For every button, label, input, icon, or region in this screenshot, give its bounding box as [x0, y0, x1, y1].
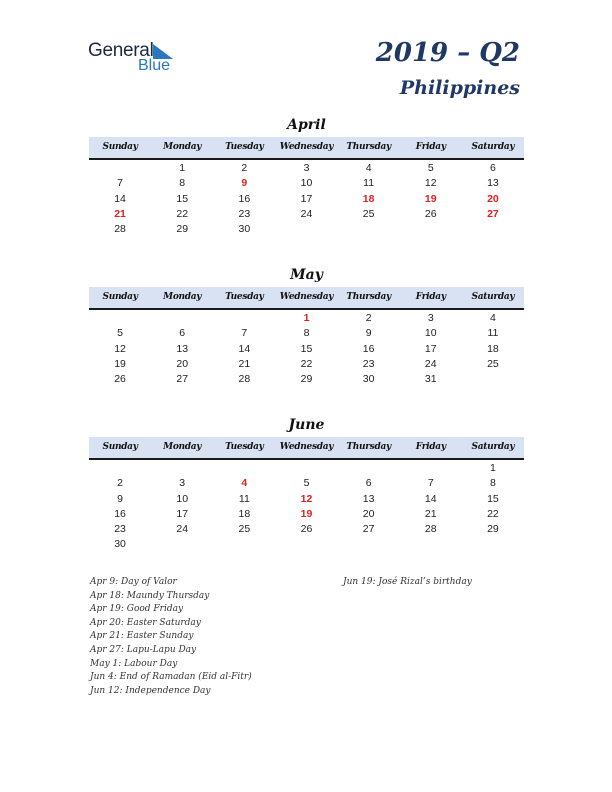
day-cell: 26 — [114, 373, 126, 386]
day-cell: 16 — [238, 192, 251, 205]
day-cell: 22 — [487, 507, 499, 520]
month-april — [89, 115, 524, 237]
holiday-list-secondary — [343, 576, 543, 590]
day-cell: 1 — [489, 462, 496, 474]
day-cell: 13 — [362, 492, 375, 505]
weekday-label: Monday — [163, 142, 202, 152]
day-cell: 16 — [114, 507, 126, 520]
month-name: June — [288, 417, 325, 433]
day-cell: 17 — [176, 507, 189, 520]
day-cell: 14 — [424, 492, 437, 505]
day-cell: 11 — [487, 327, 499, 340]
day-cell — [338, 461, 400, 476]
weekday-label: Monday — [163, 442, 202, 452]
day-cell: 4 — [365, 162, 372, 174]
weekday-label: Sunday — [102, 442, 138, 452]
week-row — [89, 461, 524, 476]
day-cell — [400, 537, 462, 552]
day-cell: 19 — [424, 192, 437, 205]
day-cell: 27 — [487, 207, 499, 220]
month-days — [89, 160, 524, 237]
day-cell: 18 — [362, 192, 375, 205]
weekday-label: Thursday — [346, 292, 391, 302]
day-cell — [462, 372, 524, 387]
day-cell: 18 — [487, 342, 499, 355]
day-cell: 25 — [238, 523, 251, 536]
day-cell: 13 — [176, 342, 189, 355]
day-cell: 10 — [300, 177, 313, 190]
logo-text-general: General — [88, 40, 154, 61]
day-cell — [89, 311, 151, 326]
day-cell: 9 — [241, 177, 248, 190]
week-row — [89, 507, 524, 522]
day-cell: 21 — [114, 207, 126, 220]
logo-text-blue: Blue — [138, 57, 171, 74]
holiday-note: Apr 27: Lapu-Lapu Day — [90, 644, 197, 655]
day-cell — [400, 222, 462, 237]
day-cell: 9 — [365, 327, 372, 340]
day-cell: 20 — [176, 357, 189, 370]
holiday-note: May 1: Labour Day — [90, 658, 178, 669]
day-cell: 12 — [424, 177, 437, 190]
day-cell: 6 — [489, 162, 496, 174]
day-cell: 23 — [238, 207, 251, 220]
day-cell: 2 — [241, 162, 248, 174]
month-name: May — [290, 267, 323, 283]
weekday-label: Saturday — [471, 442, 515, 452]
day-cell — [338, 222, 400, 237]
day-cell: 23 — [114, 523, 126, 536]
day-cell: 13 — [487, 177, 499, 190]
weekday-label: Wednesday — [279, 442, 334, 452]
month-days — [89, 310, 524, 387]
holiday-note: Jun 19: José Rizal’s birthday — [343, 577, 472, 587]
day-cell: 28 — [114, 223, 126, 236]
day-cell: 14 — [114, 192, 126, 205]
day-cell: 17 — [424, 342, 437, 355]
holiday-note: Jun 4: End of Ramadan (Eid al-Fitr) — [90, 672, 252, 683]
day-cell: 9 — [117, 492, 123, 505]
day-cell: 27 — [176, 373, 189, 386]
day-cell: 20 — [487, 192, 499, 205]
day-cell: 29 — [176, 223, 189, 236]
day-cell: 1 — [179, 162, 186, 174]
week-row — [89, 342, 524, 357]
week-row — [89, 311, 524, 326]
weekday-label: Wednesday — [279, 292, 334, 302]
day-cell: 30 — [238, 223, 251, 236]
holiday-note: Apr 9: Day of Valor — [90, 577, 177, 587]
holiday-note: Apr 21: Easter Sunday — [90, 631, 194, 642]
day-cell: 24 — [424, 357, 437, 370]
day-cell: 18 — [238, 507, 251, 520]
weekday-label: Thursday — [346, 442, 391, 452]
weekday-header — [89, 137, 524, 160]
day-cell: 6 — [365, 477, 372, 490]
week-row — [89, 492, 524, 507]
month-may — [89, 265, 524, 387]
day-cell: 4 — [489, 312, 496, 324]
day-cell: 10 — [424, 327, 437, 340]
weekday-label: Wednesday — [279, 142, 334, 152]
day-cell: 30 — [114, 538, 126, 551]
weekday-label: Friday — [415, 142, 446, 152]
day-cell: 2 — [117, 477, 123, 490]
holiday-note: Apr 18: Maundy Thursday — [90, 590, 210, 601]
day-cell — [213, 311, 275, 326]
day-cell: 24 — [300, 207, 313, 220]
day-cell: 12 — [114, 342, 126, 355]
week-row — [89, 207, 524, 222]
day-cell: 24 — [176, 523, 189, 536]
day-cell: 28 — [424, 523, 437, 536]
month-june — [89, 415, 524, 553]
day-cell — [89, 161, 151, 176]
day-cell — [89, 461, 151, 476]
day-cell: 16 — [362, 342, 375, 355]
day-cell: 3 — [427, 312, 434, 324]
day-cell: 2 — [365, 312, 372, 324]
page-subtitle: Philippines — [399, 77, 520, 99]
weekday-label: Sunday — [102, 142, 138, 152]
month-days — [89, 460, 524, 553]
weekday-label: Sunday — [102, 292, 138, 302]
day-cell: 14 — [238, 342, 251, 355]
weekday-header — [89, 287, 524, 310]
day-cell: 29 — [487, 523, 499, 536]
day-cell — [275, 537, 337, 552]
holiday-note: Apr 20: Easter Saturday — [90, 617, 201, 628]
week-row — [89, 357, 524, 372]
day-cell: 25 — [362, 207, 375, 220]
weekday-label: Friday — [415, 442, 446, 452]
day-cell: 7 — [427, 477, 434, 490]
day-cell — [462, 537, 524, 552]
day-cell: 19 — [114, 357, 126, 370]
weekday-label: Tuesday — [225, 292, 264, 302]
day-cell: 15 — [487, 492, 499, 505]
day-cell: 22 — [176, 207, 189, 220]
holiday-list — [90, 576, 340, 698]
weekday-label: Monday — [163, 292, 202, 302]
day-cell — [462, 222, 524, 237]
day-cell: 3 — [303, 162, 310, 174]
day-cell — [213, 461, 275, 476]
day-cell: 4 — [241, 477, 248, 490]
day-cell: 8 — [303, 327, 310, 340]
day-cell: 29 — [300, 373, 313, 386]
day-cell: 17 — [300, 192, 313, 205]
day-cell — [151, 537, 213, 552]
day-cell: 6 — [179, 327, 186, 340]
week-row — [89, 326, 524, 341]
day-cell: 26 — [300, 523, 313, 536]
day-cell — [338, 537, 400, 552]
day-cell — [275, 461, 337, 476]
week-row — [89, 476, 524, 491]
weekday-label: Tuesday — [225, 142, 264, 152]
week-row — [89, 372, 524, 387]
holiday-note: Apr 19: Good Friday — [90, 604, 184, 615]
day-cell: 10 — [176, 492, 189, 505]
day-cell: 3 — [179, 477, 186, 490]
day-cell — [400, 461, 462, 476]
day-cell: 19 — [300, 507, 313, 520]
day-cell: 23 — [362, 357, 375, 370]
day-cell: 21 — [238, 357, 251, 370]
day-cell: 15 — [300, 342, 313, 355]
day-cell: 7 — [241, 327, 248, 340]
generalblue-logo — [88, 40, 188, 76]
week-row — [89, 176, 524, 191]
day-cell: 27 — [362, 523, 375, 536]
day-cell: 5 — [117, 327, 123, 340]
day-cell: 21 — [424, 507, 437, 520]
weekday-label: Saturday — [471, 142, 515, 152]
day-cell: 22 — [300, 357, 313, 370]
day-cell: 7 — [117, 177, 123, 190]
weekday-label: Friday — [415, 292, 446, 302]
week-row — [89, 522, 524, 537]
day-cell: 5 — [427, 162, 434, 174]
day-cell: 25 — [487, 357, 499, 370]
day-cell: 28 — [238, 373, 251, 386]
day-cell: 31 — [424, 373, 437, 386]
day-cell: 26 — [424, 207, 437, 220]
day-cell: 5 — [303, 477, 310, 490]
day-cell — [213, 537, 275, 552]
week-row — [89, 222, 524, 237]
day-cell: 30 — [362, 373, 375, 386]
weekday-label: Saturday — [471, 292, 515, 302]
week-row — [89, 537, 524, 552]
weekday-label: Thursday — [346, 142, 391, 152]
day-cell: 12 — [300, 492, 313, 505]
month-name: April — [287, 117, 326, 133]
page-title: 2019 – Q2 — [375, 38, 520, 68]
holiday-note: Jun 12: Independence Day — [90, 685, 211, 696]
day-cell: 1 — [303, 312, 310, 324]
day-cell: 11 — [363, 177, 375, 190]
day-cell — [151, 461, 213, 476]
weekday-label: Tuesday — [225, 442, 264, 452]
week-row — [89, 192, 524, 207]
day-cell — [275, 222, 337, 237]
day-cell: 11 — [238, 492, 250, 505]
week-row — [89, 161, 524, 176]
day-cell — [151, 311, 213, 326]
day-cell: 15 — [176, 192, 189, 205]
day-cell: 8 — [179, 177, 186, 190]
day-cell: 20 — [362, 507, 375, 520]
weekday-header — [89, 437, 524, 460]
day-cell: 8 — [489, 477, 496, 490]
